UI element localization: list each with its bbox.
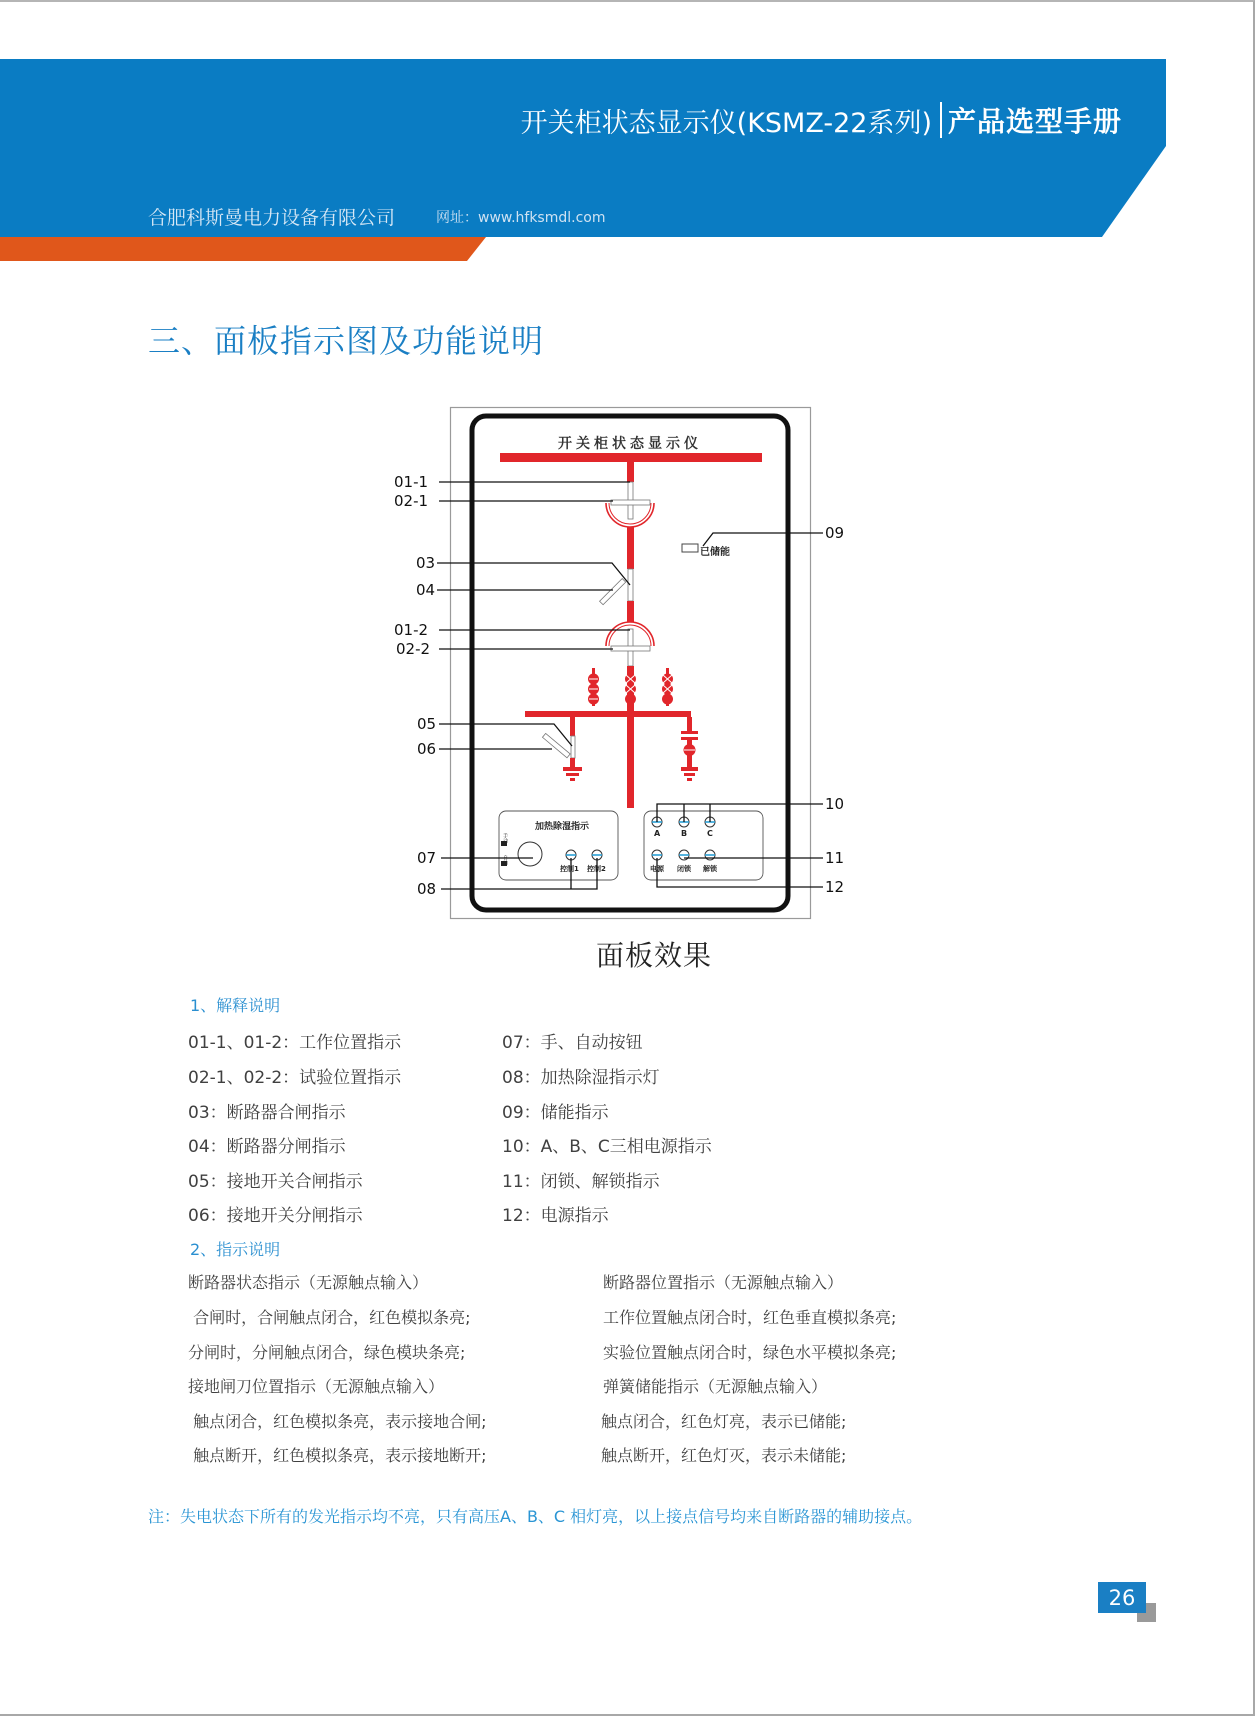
title-separator bbox=[940, 102, 942, 138]
callout-09: 09 bbox=[825, 524, 845, 542]
callout-04: 04 bbox=[416, 581, 436, 599]
phase-c-label: C bbox=[707, 829, 713, 838]
callout-07: 07 bbox=[417, 849, 437, 867]
indication-line: 工作位置触点闭合时，红色垂直模拟条亮; bbox=[603, 1308, 897, 1327]
section-title: 三、面板指示图及功能说明 bbox=[148, 322, 545, 360]
legend-item: 09：储能指示 bbox=[502, 1103, 609, 1123]
callout-10: 10 bbox=[825, 795, 845, 813]
indication-line: 实验位置触点闭合时，绿色水平模拟条亮; bbox=[603, 1343, 897, 1362]
legend-item: 06：接地开关分闸指示 bbox=[188, 1206, 363, 1226]
phase-a-label: A bbox=[654, 829, 661, 838]
indication-line: 分闸时，分闸触点闭合，绿色模块条亮; bbox=[188, 1343, 466, 1362]
callout-02-2: 02-2 bbox=[396, 640, 431, 658]
heater-led-1-label: 控制1 bbox=[560, 865, 579, 873]
callout-02-1: 02-1 bbox=[394, 492, 429, 510]
company-name: 合肥科斯曼电力设备有限公司 bbox=[148, 207, 396, 229]
legend-item: 05：接地开关合闸指示 bbox=[188, 1172, 363, 1192]
legend-item: 07：手、自动按钮 bbox=[502, 1033, 643, 1053]
indication-line: 触点断开，红色灯灭，表示未储能; bbox=[601, 1446, 847, 1465]
callout-01-1: 01-1 bbox=[394, 473, 429, 491]
lock-led-label: 闭锁 bbox=[677, 865, 691, 873]
legend-item: 03：断路器合闸指示 bbox=[188, 1103, 346, 1123]
series-title: 开关柜状态显示仪(KSMZ-22系列) bbox=[520, 107, 932, 139]
legend-item: 01-1、01-2：工作位置指示 bbox=[188, 1033, 402, 1053]
legend-item: 11：闭锁、解锁指示 bbox=[502, 1172, 660, 1192]
indication-line: 触点闭合，红色模拟条亮，表示接地合闸; bbox=[188, 1412, 487, 1431]
page-number: 26 bbox=[1098, 1582, 1146, 1613]
callout-05: 05 bbox=[417, 715, 437, 733]
indication-line: 触点闭合，红色灯亮，表示已储能; bbox=[601, 1412, 847, 1431]
auto-label: 自动 bbox=[502, 855, 508, 865]
callout-11: 11 bbox=[825, 849, 845, 867]
callout-01-2: 01-2 bbox=[394, 621, 429, 639]
legend-item: 08：加热除湿指示灯 bbox=[502, 1068, 660, 1088]
manual-label: 手动 bbox=[502, 833, 508, 843]
website: 网址：www.hfksmdl.com bbox=[436, 210, 606, 226]
indication-line: 合闸时，合闸触点闭合，红色模拟条亮; bbox=[188, 1308, 471, 1327]
callout-12: 12 bbox=[825, 878, 845, 896]
indication-heading: 2、指示说明 bbox=[190, 1240, 281, 1259]
diagram-caption: 面板效果 bbox=[596, 939, 713, 972]
callout-03: 03 bbox=[416, 554, 436, 572]
panel-title: 开关柜状态显示仪 bbox=[558, 436, 702, 452]
manual-title: 产品选型手册 bbox=[947, 105, 1122, 138]
storage-label: 已储能 bbox=[700, 547, 730, 558]
explanation-heading: 1、解释说明 bbox=[190, 996, 281, 1015]
phase-b-label: B bbox=[681, 829, 688, 838]
legend-item: 02-1、02-2：试验位置指示 bbox=[188, 1068, 402, 1088]
indication-line: 断路器状态指示（无源触点输入） bbox=[188, 1273, 429, 1292]
callout-06: 06 bbox=[417, 740, 437, 758]
legend-item: 12：电源指示 bbox=[502, 1206, 609, 1226]
heater-led-2-label: 控制2 bbox=[587, 865, 606, 873]
banner-title bbox=[521, 100, 1122, 140]
callout-08: 08 bbox=[417, 880, 437, 898]
panel-diagram bbox=[380, 400, 880, 930]
legend-item: 10：A、B、C三相电源指示 bbox=[502, 1137, 712, 1157]
legend-item: 04：断路器分闸指示 bbox=[188, 1137, 346, 1157]
indication-line: 触点断开，红色模拟条亮，表示接地断开; bbox=[188, 1446, 487, 1465]
heater-box-title: 加热除湿指示 bbox=[535, 822, 590, 832]
indication-line: 接地闸刀位置指示（无源触点输入） bbox=[188, 1377, 445, 1396]
indication-line: 弹簧储能指示（无源触点输入） bbox=[603, 1377, 828, 1396]
footnote: 注：失电状态下所有的发光指示均不亮，只有高压A、B、C 相灯亮，以上接点信号均来自断路器的辅助接点。 bbox=[148, 1507, 923, 1526]
unlock-led-label: 解锁 bbox=[703, 865, 717, 873]
header-banner bbox=[0, 0, 1257, 270]
indication-line: 断路器位置指示（无源触点输入） bbox=[603, 1273, 844, 1292]
power-led-label: 电源 bbox=[650, 865, 664, 873]
